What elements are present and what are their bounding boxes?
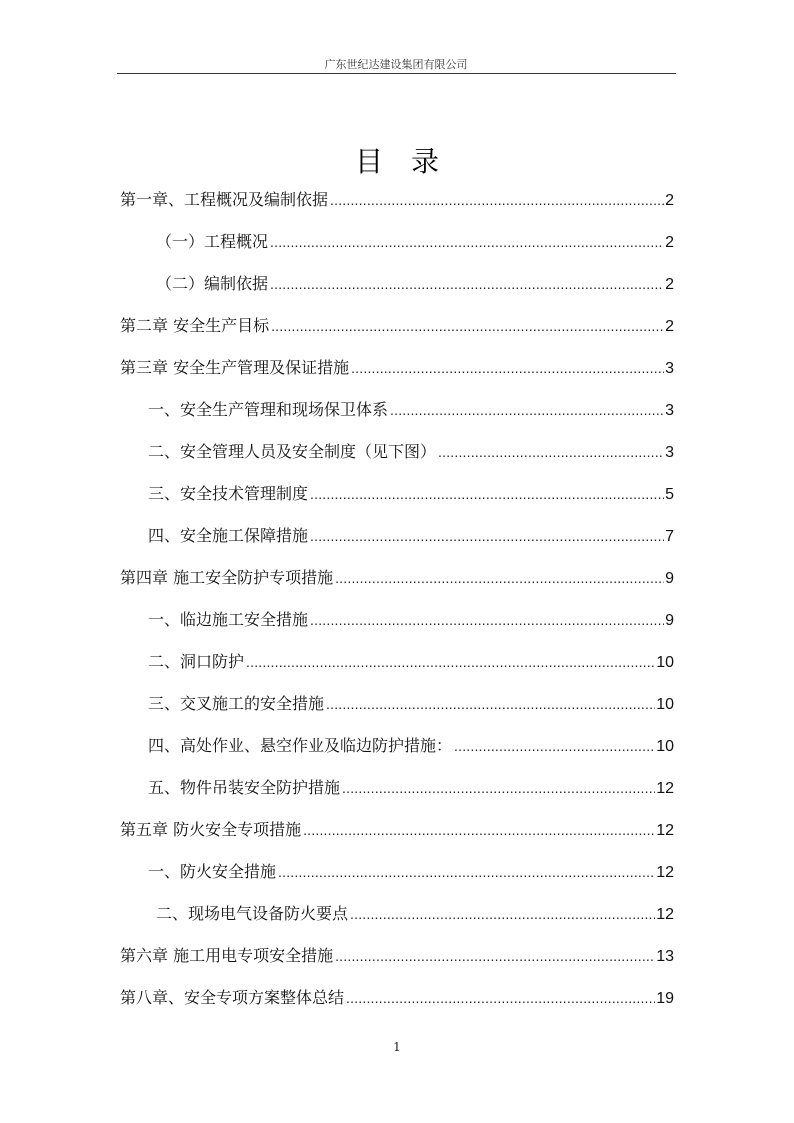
dot-leader (326, 692, 655, 716)
toc-entry-page: 2 (665, 192, 674, 209)
toc-entry-section[interactable] (120, 524, 674, 548)
toc-entry-label: 第五章 防火安全专项措施 (120, 820, 302, 839)
toc-entry-chapter-3[interactable] (120, 356, 674, 380)
header-divider (117, 73, 676, 74)
toc-entry-label: 三、安全技术管理制度 (148, 484, 309, 503)
toc-entry-page: 9 (665, 612, 674, 629)
toc-entry-section[interactable] (120, 650, 674, 674)
toc-entry-page: 2 (665, 276, 674, 293)
toc-entry-page: 3 (665, 360, 674, 377)
toc-entry-chapter-1[interactable] (120, 188, 674, 212)
toc-entry-section[interactable] (120, 230, 674, 254)
toc-entry-label: 一、防火安全措施 (148, 862, 277, 881)
toc-entry-page: 12 (656, 822, 674, 839)
toc-entry-page: 3 (665, 444, 674, 461)
toc-entry-section[interactable] (120, 608, 674, 632)
dot-leader (330, 188, 664, 212)
toc-entry-section[interactable] (120, 272, 674, 296)
toc-entry-label: 第四章 施工安全防护专项措施 (120, 568, 334, 587)
dot-leader (335, 566, 664, 590)
dot-leader (390, 398, 664, 422)
toc-entry-label: 四、高处作业、悬空作业及临边防护措施： (148, 736, 453, 755)
dot-leader (271, 314, 664, 338)
toc-entry-section[interactable] (120, 902, 674, 926)
toc-entry-label: 第二章 安全生产目标 (120, 316, 270, 335)
toc-entry-page: 9 (665, 570, 674, 587)
toc-entry-page: 12 (656, 864, 674, 881)
toc-entry-page: 19 (656, 990, 674, 1007)
toc-entry-label: 第八章、安全专项方案整体总结 (120, 988, 345, 1007)
toc-entry-chapter-4[interactable] (120, 566, 674, 590)
toc-entry-section[interactable] (120, 398, 674, 422)
dot-leader (342, 776, 655, 800)
dot-leader (454, 734, 655, 758)
toc-entry-label: （二）编制依据 (156, 274, 269, 293)
page-number: 1 (393, 1040, 401, 1054)
toc-entry-section[interactable] (120, 860, 674, 884)
toc-entry-section[interactable] (120, 482, 674, 506)
toc-entry-label: 五、物件吊装安全防护措施 (148, 778, 341, 797)
dot-leader (246, 650, 655, 674)
toc-entry-label: 第一章、工程概况及编制依据 (120, 190, 329, 209)
toc-entry-label: 第六章 施工用电专项安全措施 (120, 946, 334, 965)
toc-entry-page: 2 (665, 318, 674, 335)
toc-entry-page: 10 (656, 696, 674, 713)
dot-leader (310, 524, 664, 548)
toc-entry-page: 10 (656, 654, 674, 671)
dot-leader (303, 818, 655, 842)
toc-entry-chapter-2[interactable] (120, 314, 674, 338)
toc-entry-section[interactable] (120, 734, 674, 758)
page-header-company: 广东世纪达建设集团有限公司 (324, 58, 468, 71)
toc-entry-page: 12 (656, 780, 674, 797)
toc-entry-label: 三、交叉施工的安全措施 (148, 694, 325, 713)
dot-leader (278, 860, 655, 884)
toc-entry-page: 7 (665, 528, 674, 545)
toc-entry-chapter-6[interactable] (120, 944, 674, 968)
toc-entry-page: 3 (665, 402, 674, 419)
dot-leader (270, 230, 664, 254)
toc-entry-label: 二、洞口防护 (148, 652, 245, 671)
toc-entry-label: （一）工程概况 (156, 232, 269, 251)
dot-leader (351, 356, 664, 380)
toc-entry-page: 10 (656, 738, 674, 755)
toc-entry-page: 13 (656, 948, 674, 965)
toc-entry-page: 5 (665, 486, 674, 503)
dot-leader (310, 608, 664, 632)
dot-leader (438, 440, 664, 464)
dot-leader (350, 902, 655, 926)
toc-entry-section[interactable] (120, 440, 674, 464)
toc-entry-chapter-8[interactable] (120, 986, 674, 1010)
toc-title: 目 录 (354, 145, 439, 178)
dot-leader (310, 482, 664, 506)
toc-entry-label: 二、现场电气设备防火要点 (156, 904, 349, 923)
toc-entry-section[interactable] (120, 692, 674, 716)
dot-leader (270, 272, 664, 296)
toc-entry-section[interactable] (120, 776, 674, 800)
dot-leader (335, 944, 655, 968)
toc-entry-label: 一、安全生产管理和现场保卫体系 (148, 400, 389, 419)
toc-entry-page: 12 (656, 906, 674, 923)
toc-entry-chapter-5[interactable] (120, 818, 674, 842)
toc-entry-label: 一、临边施工安全措施 (148, 610, 309, 629)
toc-entry-label: 二、安全管理人员及安全制度（见下图） (148, 442, 437, 461)
toc-entry-page: 2 (665, 234, 674, 251)
dot-leader (346, 986, 655, 1010)
toc-entry-label: 四、安全施工保障措施 (148, 526, 309, 545)
toc-entry-label: 第三章 安全生产管理及保证措施 (120, 358, 350, 377)
